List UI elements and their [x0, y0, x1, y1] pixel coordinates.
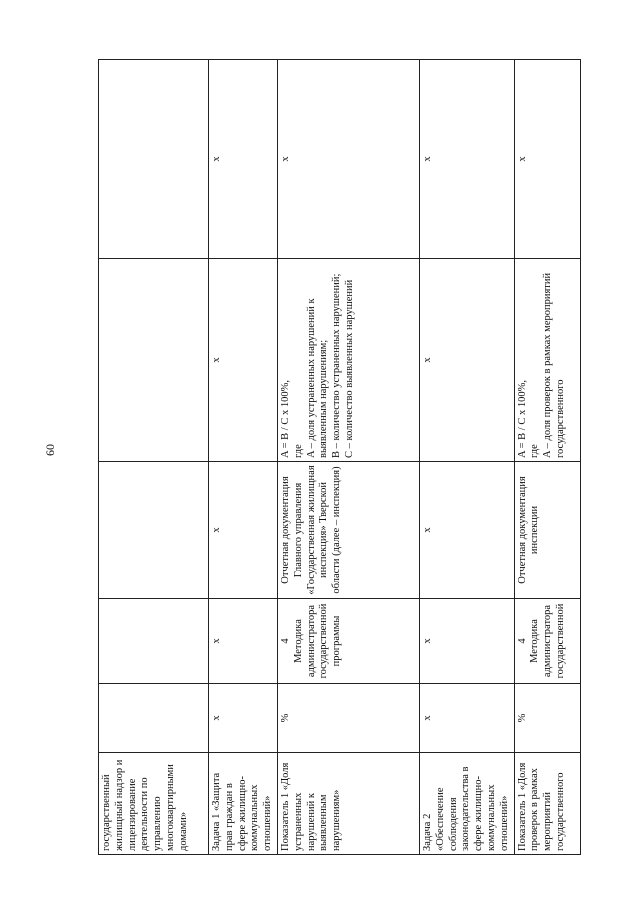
table-row — [419, 60, 514, 855]
unit-cell: % — [277, 684, 419, 753]
last-cell: х — [514, 60, 580, 259]
unit-cell: х — [419, 684, 514, 753]
page-number: 60 — [43, 444, 57, 456]
unit-cell: х — [209, 684, 278, 753]
unit-cell: % — [514, 684, 580, 753]
rotated-table-container — [98, 60, 566, 855]
formula-cell: х — [209, 259, 278, 462]
indicators-table — [98, 59, 581, 855]
formula-cell: х — [419, 259, 514, 462]
source-cell: х — [209, 462, 278, 599]
value-cell: 4 Методика администратора государственной программы — [277, 599, 419, 684]
table-row — [514, 60, 580, 855]
source-cell: х — [419, 462, 514, 599]
value-cell — [99, 599, 209, 684]
last-cell: х — [419, 60, 514, 259]
last-cell — [99, 60, 209, 259]
table-row — [99, 60, 209, 855]
table-row — [209, 60, 278, 855]
row-name-cell: Показатель 1 «Доля устраненных нарушений к выявленным нарушениям» — [277, 753, 419, 855]
value-cell: х — [419, 599, 514, 684]
formula-cell: A = B / C х 100%, где A – доля проверок в рамках мероприятий государственного — [514, 259, 580, 462]
unit-cell — [99, 684, 209, 753]
value-cell: 4 Методика администратора государственной — [514, 599, 580, 684]
table-row — [277, 60, 419, 855]
row-name-cell: Задача 2 «Обеспечение соблюдения законодательства в сфере жилищно-коммунальных отношений» — [419, 753, 514, 855]
last-cell: х — [209, 60, 278, 259]
row-name-cell: государственный жилищный надзор и лицензирование деятельности по управлению многоквартирными домами» — [99, 753, 209, 855]
row-name-cell: Показатель 1 «Доля проверок в рамках мероприятий государственного — [514, 753, 580, 855]
last-cell: х — [277, 60, 419, 259]
formula-cell — [99, 259, 209, 462]
source-cell — [99, 462, 209, 599]
value-cell: х — [209, 599, 278, 684]
source-cell: Отчетная документация инспекции — [514, 462, 580, 599]
formula-cell: A = B / C х 100%, где A – доля устраненных нарушений к выявленным нарушениям; B – количество устраненных нарушений; C – количество выявленных нарушений — [277, 259, 419, 462]
row-name-cell: Задача 1 «Защита прав граждан в сфере жилищно-коммунальных отношений» — [209, 753, 278, 855]
source-cell: Отчетная документация Главного управления «Государственная жилищная инспекция» Тверской области (далее – инспекция) — [277, 462, 419, 599]
